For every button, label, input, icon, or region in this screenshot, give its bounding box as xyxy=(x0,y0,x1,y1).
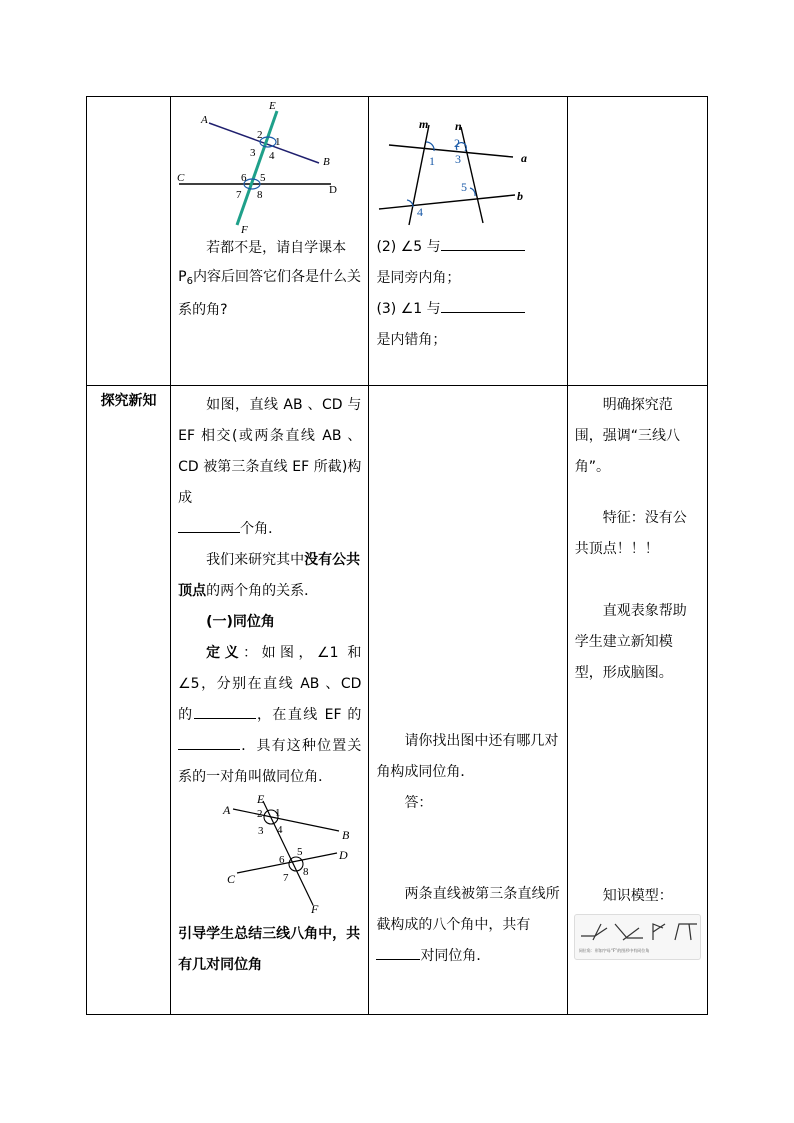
line-a xyxy=(389,145,513,157)
question-2: (2) ∠5 与 是同旁内角； xyxy=(369,232,566,294)
knowledge-model-image xyxy=(574,914,701,960)
pairs-count-blank[interactable] xyxy=(376,945,420,960)
intro-paragraph: 如图，直线 AB 、CD 与 EF 相交(或两条直线 AB 、CD 被第三条直线 EF 所截)构成 个角． xyxy=(178,397,362,537)
label-b-line: b xyxy=(517,189,524,203)
focus-paragraph: 我们来研究其中没有公共顶点的两个角的关系． xyxy=(178,552,361,599)
svg-text:A: A xyxy=(223,803,231,817)
label-m: m xyxy=(419,117,429,131)
line-ab xyxy=(209,123,319,163)
row1-notes-cell xyxy=(567,97,707,386)
label-2: 2 xyxy=(454,136,461,150)
note-scope: 明确探究范围，强调“三线八角”。 xyxy=(574,397,681,475)
label-2: 2 xyxy=(257,129,263,141)
guide-question: 引导学生总结三线八角中，共有几对同位角 xyxy=(178,926,361,973)
label-1: 1 xyxy=(429,154,436,168)
label-e: E xyxy=(269,100,276,112)
answer-blank-3[interactable] xyxy=(441,298,525,313)
label-7: 7 xyxy=(236,189,242,201)
explore-content-cell xyxy=(171,386,369,1015)
svg-text:B: B xyxy=(342,828,350,842)
svg-text:D: D xyxy=(339,848,348,862)
label-1: 1 xyxy=(275,136,281,148)
summary-paragraph: 两条直线被第三条直线所截构成的八个角中，共有 对同位角． xyxy=(376,886,560,964)
parallel-lines-diagram xyxy=(369,97,567,232)
section-label-cell xyxy=(87,386,171,1015)
intersecting-lines-diagram xyxy=(171,97,369,237)
design-notes-cell xyxy=(567,386,707,1015)
section-title: 探究新知 xyxy=(100,393,157,409)
definition-paragraph: 定义：如图，∠1 和∠5，分别在直线 AB 、CD 的 ，在直线 EF 的．具有这种位置关系的一对角叫做同位角． xyxy=(178,645,362,785)
label-b: B xyxy=(323,156,330,168)
f-shape-models xyxy=(577,918,703,946)
svg-text:2: 2 xyxy=(257,808,263,820)
find-pairs-task: 请你找出图中还有哪几对角构成同位角． xyxy=(376,733,559,780)
question-3: (3) ∠1 与 是内错角； xyxy=(369,294,566,356)
label-3: 3 xyxy=(250,147,256,159)
answer-blank-2[interactable] xyxy=(441,236,525,251)
label-5: 5 xyxy=(260,172,266,184)
answer-label: 答： xyxy=(404,795,433,811)
position-blank-1[interactable] xyxy=(194,704,256,719)
table-row xyxy=(87,386,708,1015)
label-3: 3 xyxy=(455,152,462,166)
svg-text:C: C xyxy=(227,872,236,886)
label-d: D xyxy=(329,184,338,196)
label-c: C xyxy=(177,172,185,184)
self-study-prompt: 若都不是，请自学课本 $P_6$内容后回答它们各是什么关系的角? xyxy=(178,240,361,318)
svg-text:4: 4 xyxy=(277,824,283,836)
position-blank-2[interactable] xyxy=(178,735,240,750)
label-a-line: a xyxy=(521,151,528,165)
label-a: A xyxy=(201,114,208,126)
student-activity-cell xyxy=(369,386,567,1015)
label-f: F xyxy=(241,224,248,236)
line-b xyxy=(379,195,515,209)
svg-text:F: F xyxy=(311,902,319,915)
label-6: 6 xyxy=(241,172,247,184)
section-label-cell-empty xyxy=(87,97,171,386)
label-4: 4 xyxy=(269,150,275,162)
label-4: 4 xyxy=(417,205,424,219)
svg-text:8: 8 xyxy=(303,866,309,878)
lesson-plan-table xyxy=(86,96,708,1015)
svg-text:E: E xyxy=(257,795,265,806)
table-row xyxy=(87,97,708,386)
label-5: 5 xyxy=(461,180,468,194)
knowledge-model-label: 知识模型： xyxy=(602,888,673,904)
note-feature: 特征：没有公共顶点！！！ xyxy=(574,510,687,557)
count-blank[interactable] xyxy=(178,518,240,533)
label-8: 8 xyxy=(257,189,263,201)
svg-text:1: 1 xyxy=(275,807,281,819)
corresponding-angles-heading: (一)同位角 xyxy=(206,614,275,630)
svg-text:3: 3 xyxy=(258,825,264,837)
svg-text:7: 7 xyxy=(283,872,289,884)
svg-text:5: 5 xyxy=(297,846,303,858)
note-model: 直观表象帮助学生建立新知模型，形成脑图。 xyxy=(574,603,687,681)
svg-text:6: 6 xyxy=(279,854,285,866)
three-lines-eight-angles-diagram xyxy=(171,795,369,915)
model-caption: 同位角：形如字母“F”的图形中有同位角 xyxy=(578,948,650,953)
row1-question-cell xyxy=(369,97,567,386)
label-n: n xyxy=(455,119,463,133)
row1-content-cell xyxy=(171,97,369,386)
line-n xyxy=(461,127,483,223)
